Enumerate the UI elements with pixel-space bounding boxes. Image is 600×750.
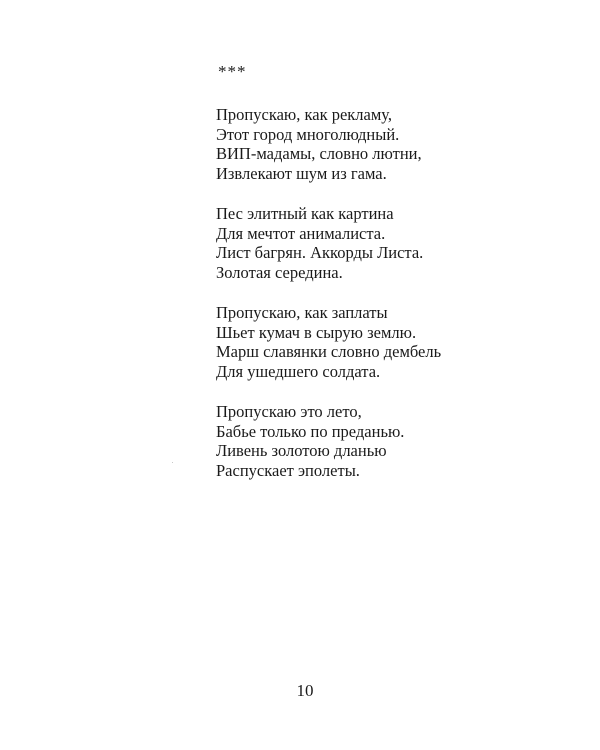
poem-line: ВИП-мадамы, словно лютни, [216,144,422,163]
poem-line: Золотая середина. [216,262,343,282]
poem-line: Марш славянки словно дембель [216,342,442,361]
poem-line: Шьет кумач в сырую землю. [216,322,417,342]
section-separator: *** [218,62,247,81]
poem-line: Извлекают шум из гама. [216,163,387,183]
poem-line: Пропускаю, как рекламу, [216,105,393,124]
poem-line: Пропускаю это лето, [216,402,362,421]
stanza-2 [216,204,546,282]
poem-line: Бабье только по преданью. [216,421,405,441]
poem-line: Пропускаю, как заплаты [216,303,388,322]
poem-line: Лист багрян. Аккорды Листа. [216,243,424,262]
poem [216,105,546,501]
poem-line: Распускает эполеты. [216,460,360,480]
poem-line: Ливень золотою дланью [216,441,387,460]
stanza-3 [216,303,546,381]
poem-line: Этот город многолюдный. [216,124,400,144]
stanza-1 [216,105,546,183]
poem-line: Пес элитный как картина [216,204,394,223]
page-number: 10 [296,681,314,700]
poem-line: Для мечтот анималиста. [216,223,386,243]
poem-line: Для ушедшего солдата. [216,361,381,381]
margin-speck [172,462,173,463]
stanza-4 [216,402,546,480]
